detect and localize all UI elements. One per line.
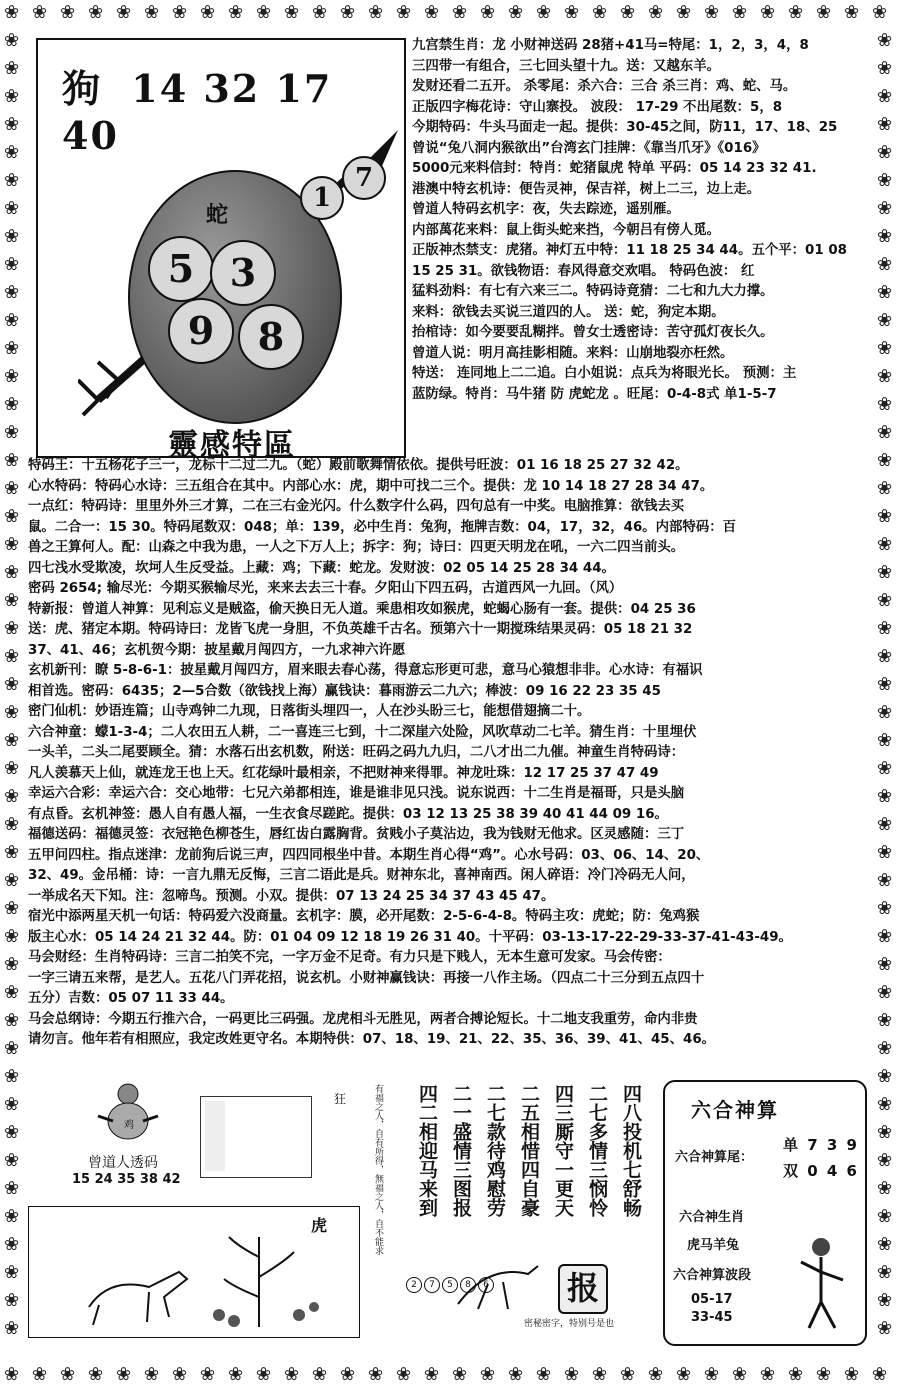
- border-flower: ❀: [312, 2, 328, 23]
- main-text-line: 四七浅水受欺凌，坎坷人生反受益。上藏：鸡；下藏：蛇龙。发财波：02 05 14 25 28 34 44。: [28, 560, 615, 576]
- border-flower: ❀: [4, 1066, 20, 1087]
- border-flower: ❀: [564, 1364, 580, 1385]
- border-flower: ❀: [4, 198, 20, 219]
- small-number-ball: 7: [424, 1277, 440, 1293]
- right-text: [412, 36, 872, 405]
- border-flower: ❀: [877, 926, 893, 947]
- main-text-line: 密码 2654; 输尽光：今期买猴输尽光，来来去去三十春。夕阳山下四五码，古道西风一九回。（风）: [28, 581, 623, 596]
- border-flower: ❀: [508, 1364, 524, 1385]
- small-number-ball: 2: [406, 1277, 422, 1293]
- border-flower: ❀: [32, 1364, 48, 1385]
- border-flower: ❀: [4, 730, 20, 751]
- right-text-line: 15 25 31。欲钱物语：春风得意交欢唱。 特码色波： 红: [412, 263, 755, 279]
- right-text-line: 发财还看二五开。 杀零尾：杀六合：三合 杀三肖：鸡、蛇、马。: [412, 79, 797, 94]
- border-flower: ❀: [88, 1364, 104, 1385]
- right-text-line: 港澳中特玄机诗：便告灵神，保吉祥，树上二三，边上走。: [412, 181, 761, 197]
- page: [28, 28, 871, 1358]
- border-flower: ❀: [788, 2, 804, 23]
- border-flower: ❀: [760, 1364, 776, 1385]
- border-flower: ❀: [480, 1364, 496, 1385]
- bao-note: 密秘密字，特别号是也: [524, 1319, 615, 1329]
- border-flower: ❀: [116, 1364, 132, 1385]
- box-animal: 狗: [62, 66, 103, 111]
- right-text-line: 内部萬花来料：鼠上街头蛇来挡，今朝吕有傍人觅。: [412, 222, 720, 238]
- tiger-label: 虎: [311, 1216, 328, 1235]
- small-number-ball: 5: [442, 1277, 458, 1293]
- border-flower: ❀: [4, 814, 20, 835]
- border-flower: ❀: [4, 1318, 20, 1339]
- main-text-line: 玄机新刊：瞭 5-8-6-1：披星戴月闯四方，眉来眼去春心荡，得意忘形更可悲，意马心猿想非非。心水诗：有福识: [28, 663, 703, 678]
- border-flower: ❀: [877, 450, 893, 471]
- border-flower: ❀: [704, 2, 720, 23]
- liuhe-title: 六合神算: [691, 1098, 779, 1122]
- border-flower: ❀: [4, 506, 20, 527]
- border-flower: ❀: [4, 954, 20, 975]
- main-text-line: 一举成名天下知。注：忽啼鸟。预测。小双。提供：07 13 24 25 34 37 43 45 47。: [28, 888, 555, 904]
- border-flower: ❀: [877, 142, 893, 163]
- border-flower: ❀: [172, 2, 188, 23]
- border-flower: ❀: [4, 2, 20, 23]
- bottom-area: [28, 1076, 872, 1346]
- right-text-line: 三四带一有组合，三七回头望十九。送：又越东羊。: [412, 58, 720, 74]
- border-flower: ❀: [256, 1364, 272, 1385]
- border-flower: ❀: [536, 1364, 552, 1385]
- box-title: 靈感特區: [168, 428, 296, 463]
- border-flower: ❀: [4, 1150, 20, 1171]
- border-flower: ❀: [877, 590, 893, 611]
- border-flower: ❀: [4, 590, 20, 611]
- small-number-ball: 6: [478, 1277, 494, 1293]
- zeng-picture: [28, 1076, 358, 1206]
- border-flower: ❀: [4, 114, 20, 135]
- border-flower: ❀: [424, 1364, 440, 1385]
- border-flower: ❀: [844, 2, 860, 23]
- border-flower: ❀: [4, 758, 20, 779]
- border-flower: ❀: [877, 310, 893, 331]
- inspiration-box: [36, 38, 406, 463]
- liuhe-wave-1: 05-17: [691, 1292, 733, 1307]
- border-flower: ❀: [877, 422, 893, 443]
- border-flower: ❀: [368, 1364, 384, 1385]
- zeng-caption: 曾道人透码: [88, 1155, 158, 1171]
- border-flower: ❀: [877, 618, 893, 639]
- border-flower: ❀: [396, 1364, 412, 1385]
- main-text-line: 请勿言。他年若有相照应，我定改姓更守名。本期特供：07、18、19、21、22、35、36、39、41、45、46。: [28, 1032, 716, 1047]
- snake-label: 蛇: [206, 203, 229, 228]
- border-flower: ❀: [877, 562, 893, 583]
- small-number-ball: 8: [460, 1277, 476, 1293]
- main-text-line: 五分）吉数：05 07 11 33 44。: [28, 991, 234, 1006]
- border-flower: ❀: [877, 1010, 893, 1031]
- border-flower: ❀: [4, 1122, 20, 1143]
- main-text-line: 宿光中添两星天机一句话：特码爱六没商量。玄机字：膜，必开尾数：2-5-6-4-8。特码主攻：虎蛇；防：兔鸡猴: [28, 909, 700, 924]
- border-flower: ❀: [877, 254, 893, 275]
- border-flower: ❀: [872, 2, 888, 23]
- main-text-line: 一点红：特码诗：里里外外三才算，二在三右金光闪。什么数字什么码，四句总有一中奖。电脑推算：欲钱去买: [28, 499, 685, 514]
- border-flower: ❀: [877, 842, 893, 863]
- border-flower: ❀: [877, 786, 893, 807]
- border-flower: ❀: [877, 198, 893, 219]
- border-flower: ❀: [4, 338, 20, 359]
- liuhe-zodiac-label: 六合神生肖: [679, 1210, 745, 1225]
- border-flower: ❀: [877, 114, 893, 135]
- poem-column: 四二相迎马来到: [416, 1084, 438, 1217]
- border-flower: ❀: [877, 730, 893, 751]
- border-flower: ❀: [877, 366, 893, 387]
- box-numbers: 14 32 17 40: [62, 66, 333, 158]
- border-flower: ❀: [116, 2, 132, 23]
- border-flower: ❀: [452, 2, 468, 23]
- border-flower: ❀: [760, 2, 776, 23]
- border-flower: ❀: [877, 226, 893, 247]
- border-flower: ❀: [228, 1364, 244, 1385]
- border-flower: ❀: [4, 1262, 20, 1283]
- border-flower: ❀: [592, 1364, 608, 1385]
- border-flower: ❀: [144, 1364, 160, 1385]
- main-text-line: 相首选。密码：6435；2—5合数（欲钱找上海）赢钱诀：暮雨游云二九六；棒波：09 16 22 23 35 45: [28, 683, 661, 699]
- main-text-line: 心水特码：特码心水诗：三五组合在其中。内部心水：虎，期中可找二三个。提供：龙 10 14 18 27 28 34 47。: [28, 478, 714, 494]
- border-flower: ❀: [877, 170, 893, 191]
- liuhe-tail-label: 六合神算尾：: [675, 1150, 754, 1165]
- border-flower: ❀: [620, 1364, 636, 1385]
- main-text-line: 特码王：十五杨花子三一，龙标十二过二九。（蛇）殿前歌舞情依依。提供号旺波：01 16 18 25 27 32 42。: [28, 458, 689, 473]
- main-text-line: 特新报：曾道人神算：见利忘义是贼盗，偷天换日无人道。乘患相攻如猴虎，蛇蝎心肠有一套。提供：04 25 36: [28, 601, 696, 617]
- poem-column: 四八投机七舒畅: [620, 1084, 642, 1217]
- main-text-line: 凡人羡慕天上仙，就连龙王也上天。红花绿叶最相亲，不把财神来得罪。神龙吐珠：12 17 25 37 47 49: [28, 765, 659, 781]
- right-text-line: 5000元来料信封：特肖：蛇猪鼠虎 特单 平码：05 14 23 32 41.: [412, 161, 817, 176]
- border-flower: ❀: [877, 282, 893, 303]
- border-flower: ❀: [676, 2, 692, 23]
- border-flower: ❀: [4, 786, 20, 807]
- border-flower: ❀: [877, 1038, 893, 1059]
- border-flower: ❀: [4, 30, 20, 51]
- border-flower: ❀: [877, 646, 893, 667]
- liuhe-wave-2: 33-45: [691, 1310, 733, 1325]
- border-flower: ❀: [877, 86, 893, 107]
- poem-columns: [413, 1084, 653, 1254]
- border-flower: ❀: [4, 982, 20, 1003]
- border-flower: ❀: [200, 2, 216, 23]
- border-flower: ❀: [732, 2, 748, 23]
- border-flower: ❀: [816, 2, 832, 23]
- border-flower: ❀: [877, 954, 893, 975]
- border-flower: ❀: [4, 1234, 20, 1255]
- border-flower: ❀: [4, 366, 20, 387]
- bao-badge: 报: [558, 1264, 608, 1314]
- border-flower: ❀: [4, 478, 20, 499]
- chicken-label: 鸡: [124, 1120, 134, 1131]
- border-flower: ❀: [4, 86, 20, 107]
- border-flower: ❀: [4, 842, 20, 863]
- border-flower: ❀: [877, 1318, 893, 1339]
- ball-6: 7: [342, 156, 386, 200]
- border-flower: ❀: [788, 1364, 804, 1385]
- border-flower: ❀: [452, 1364, 468, 1385]
- border-flower: ❀: [816, 1364, 832, 1385]
- main-text-line: 鼠。二合一：15 30。特码尾数双：048；单：139，必中生肖：兔狗，拖牌吉数：04，17，32，46。内部特码：百: [28, 519, 736, 535]
- border-flower: ❀: [4, 562, 20, 583]
- border-flower: ❀: [877, 1150, 893, 1171]
- border-flower: ❀: [4, 1010, 20, 1031]
- border-flower: ❀: [60, 1364, 76, 1385]
- border-flower: ❀: [877, 814, 893, 835]
- main-text-line: 福德送码：福德灵签：衣冠艳色柳苍生，唇红齿白露胸背。贫贱小子莫沾边，我为钱财无他求。区灵感随：三丁: [28, 827, 685, 842]
- right-text-line: 今期特码：牛头马面走一起。提供：30-45之间，防11，17、18、25: [412, 120, 838, 135]
- border-flower: ❀: [284, 2, 300, 23]
- border-flower: ❀: [312, 1364, 328, 1385]
- border-flower: ❀: [4, 898, 20, 919]
- right-text-line: 猛料劲料：有七有六来三二。特码诗竟猜：二七和九大力撑。: [412, 284, 774, 299]
- border-flower: ❀: [676, 1364, 692, 1385]
- side-note: 有福之人，自有所得，無福之人，自不能求: [373, 1084, 383, 1255]
- main-text-line: 送：虎、猪定本期。特码诗曰：龙皆飞虎一身胆，不负英雄千古名。预第六十一期搅珠结果灵码：05 18 21 32: [28, 622, 693, 637]
- right-text-line: 蓝防绿。特肖：马牛猪 防 虎蛇龙 。旺尾：0-4-8式 单1-5-7: [412, 386, 777, 402]
- main-text-line: 一字三请五来帮，是艺人。五花八门弄花招，说玄机。小财神赢钱诀：再接一八作主场。（四点二十三分到五点四十: [28, 970, 705, 986]
- border-flower: ❀: [877, 870, 893, 891]
- border-flower: ❀: [508, 2, 524, 23]
- liuhe-dan: 单 7 3 9: [783, 1136, 859, 1154]
- right-text-line: 曾说“兔八洞内猴欲出”台湾玄门挂牌：《靠当爪牙》《016》: [412, 140, 766, 156]
- liuhe-shuang: 双 0 4 6: [783, 1162, 859, 1180]
- poem-column: 二七多情三悯怜: [586, 1084, 608, 1217]
- border-flower: ❀: [4, 1206, 20, 1227]
- tiger-picture: [28, 1206, 360, 1338]
- right-text-line: 抬棺诗：如今要要乱糊拌。曾女士透密诗：苦守孤灯夜长久。: [412, 325, 774, 340]
- border-flower: ❀: [4, 142, 20, 163]
- border-flower: ❀: [368, 2, 384, 23]
- poem-column: 二一盛情三图报: [450, 1084, 472, 1217]
- border-flower: ❀: [4, 170, 20, 191]
- right-text-line: 来料：欲钱去买说三道四的人。 送：蛇，狗定本期。: [412, 304, 725, 320]
- main-text-line: 密门仙机：妙语连篇；山寺鸡钟二九现，日落街头埋四一，人在沙头盼三七，能想借翅摘二十。: [28, 704, 591, 719]
- crane-icon: [448, 1254, 548, 1314]
- border-flower: ❀: [877, 1094, 893, 1115]
- border-flower: ❀: [877, 506, 893, 527]
- ball-4: 8: [238, 304, 304, 370]
- main-text-line: 版主心水：05 14 24 21 32 44。防：01 04 09 12 18 19 26 31 40。十平码：03-13-17-22-29-33-37-41-43-49。: [28, 929, 792, 945]
- border-flower: ❀: [877, 534, 893, 555]
- border-flower: ❀: [4, 674, 20, 695]
- border-flower: ❀: [4, 254, 20, 275]
- border-flower: ❀: [284, 1364, 300, 1385]
- border-flower: ❀: [172, 1364, 188, 1385]
- dog-plant-icon: [69, 1217, 349, 1332]
- border-flower: ❀: [4, 534, 20, 555]
- mad-label: 狂: [334, 1092, 347, 1106]
- border-flower: ❀: [480, 2, 496, 23]
- border-flower: ❀: [648, 2, 664, 23]
- main-text-line: 一头羊，二头二尾要顾全。猜：水落石出玄机数，附送：旺码之码九九归，二八才出二九催。神童生肖特码诗：: [28, 745, 685, 760]
- border-flower: ❀: [256, 2, 272, 23]
- border-flower: ❀: [4, 226, 20, 247]
- main-text-line: 32、49。金吊桶：诗：一言九鼎无反悔，三言二语此是兵。财神东北，喜神南西。闲人碎语：冷门冷码无人问，: [28, 868, 695, 883]
- mini-table: [200, 1096, 312, 1178]
- liuhe-wave-label: 六合神算波段: [673, 1268, 752, 1283]
- main-text-line: 马会总纲诗：今期五行推六合，一码更比三码强。龙虎相斗无胜见，两者合搏论短长。十二地支我重劳，命内非贵: [28, 1011, 698, 1027]
- border-flower: ❀: [4, 926, 20, 947]
- border-flower: ❀: [144, 2, 160, 23]
- border-flower: ❀: [877, 1206, 893, 1227]
- border-flower: ❀: [4, 618, 20, 639]
- border-flower: ❀: [877, 1234, 893, 1255]
- ball-5: 1: [300, 176, 344, 220]
- border-flower: ❀: [648, 1364, 664, 1385]
- ball-2: 3: [210, 240, 276, 306]
- border-flower: ❀: [877, 1262, 893, 1283]
- main-text-line: 37、41、46；玄机贺今期：披星戴月闯四方，一九求神六许愿: [28, 642, 406, 658]
- border-flower: ❀: [4, 870, 20, 891]
- border-flower: ❀: [396, 2, 412, 23]
- border-flower: ❀: [620, 2, 636, 23]
- poem-column: 二七款待鸡慰劳: [484, 1084, 506, 1217]
- border-flower: ❀: [228, 2, 244, 23]
- border-flower: ❀: [877, 394, 893, 415]
- border-flower: ❀: [424, 2, 440, 23]
- border-flower: ❀: [877, 1122, 893, 1143]
- main-text-line: 幸运六合彩：幸运六合：交心地带：七兄六弟都相连，谁是谁非见只浅。说东说西：十二生肖是福哥，只是头脑: [28, 786, 685, 801]
- border-flower: ❀: [877, 702, 893, 723]
- ball-1: 5: [148, 236, 214, 302]
- border-flower: ❀: [877, 982, 893, 1003]
- border-flower: ❀: [592, 2, 608, 23]
- border-flower: ❀: [877, 898, 893, 919]
- border-flower: ❀: [4, 310, 20, 331]
- poem-column: 二五相惜四自豪: [518, 1084, 540, 1217]
- border-flower: ❀: [4, 58, 20, 79]
- border-flower: ❀: [60, 2, 76, 23]
- right-text-line: 曾道人特码玄机字：夜，失去踪迹，遥别雁。: [412, 202, 680, 217]
- border-flower: ❀: [4, 1178, 20, 1199]
- border-flower: ❀: [564, 2, 580, 23]
- man-figure-icon: [791, 1232, 851, 1332]
- ball-3: 9: [168, 298, 234, 364]
- border-flower: ❀: [4, 1038, 20, 1059]
- right-text-line: 九宫禁生肖：龙 小财神送码 28猪+41马=特尾：1，2，3，4，8: [412, 38, 809, 53]
- border-flower: ❀: [340, 1364, 356, 1385]
- border-flower: ❀: [877, 1066, 893, 1087]
- border-flower: ❀: [4, 450, 20, 471]
- main-text-line: 马会财经：生肖特码诗：三言二拍笑不完，一字万金不足奇。有力只是下贱人，无本生意可发家。马会传密：: [28, 950, 671, 965]
- border-flower: ❀: [844, 1364, 860, 1385]
- border-flower: ❀: [872, 1364, 888, 1385]
- zeng-numbers: 15 24 35 38 42: [72, 1172, 181, 1187]
- border-flower: ❀: [4, 1094, 20, 1115]
- main-text: [28, 456, 872, 1051]
- border-flower: ❀: [88, 2, 104, 23]
- liuhe-box: [663, 1080, 867, 1346]
- border-flower: ❀: [877, 674, 893, 695]
- border-flower: ❀: [4, 394, 20, 415]
- border-flower: ❀: [877, 30, 893, 51]
- main-text-line: 兽之王算何人。配：山森之中我为患，一人之下万人上；拆字：狗；诗曰：四更天明龙在吼，一六二四当前头。: [28, 540, 685, 555]
- border-flower: ❀: [4, 422, 20, 443]
- border-flower: ❀: [877, 758, 893, 779]
- border-flower: ❀: [4, 282, 20, 303]
- main-text-line: 五甲问四柱。指点迷津：龙前狗后说三声，四四同根坐中昔。本期生肖心得“鸡”。心水号码：03、06、14、20、: [28, 847, 710, 863]
- liuhe-zodiac: 虎马羊兔: [687, 1238, 740, 1253]
- border-flower: ❀: [877, 1290, 893, 1311]
- border-flower: ❀: [877, 478, 893, 499]
- main-text-line: 有点昏。玄机神签：愚人自有愚人福，一生衣食尽蹉跎。提供：03 12 13 25 38 39 40 41 44 09 16。: [28, 806, 668, 822]
- border-flower: ❀: [877, 338, 893, 359]
- border-flower: ❀: [4, 702, 20, 723]
- right-text-line: 特送： 连同地上二二追。白小姐说：点兵为将眼光长。 预测：主: [412, 366, 797, 381]
- border-flower: ❀: [340, 2, 356, 23]
- border-flower: ❀: [877, 1178, 893, 1199]
- poem-column: 四三厮守一更天: [552, 1084, 574, 1217]
- right-text-line: 正版四字梅花诗：守山寨投。 波段： 17-29 不出尾数：5，8: [412, 99, 783, 115]
- border-flower: ❀: [4, 1290, 20, 1311]
- border-flower: ❀: [732, 1364, 748, 1385]
- right-text-line: 曾道人说：明月高挂影相随。来料：山崩地裂亦枉然。: [412, 345, 734, 361]
- border-flower: ❀: [704, 1364, 720, 1385]
- border-flower: ❀: [4, 646, 20, 667]
- main-text-line: 六合神童：蠓1-3-4；二人农田五人耕，二一喜连三七到，十二深崖六处险，风吹草动二七羊。猜生肖：十里埋伏: [28, 724, 697, 740]
- border-flower: ❀: [32, 2, 48, 23]
- right-text-line: 正版神杰禁支：虎猪。神灯五中特：11 18 25 34 44。五个平：01 08: [412, 243, 847, 258]
- border-flower: ❀: [4, 1364, 20, 1385]
- border-flower: ❀: [200, 1364, 216, 1385]
- gourd-icon: [88, 1076, 168, 1146]
- border-flower: ❀: [877, 58, 893, 79]
- border-flower: ❀: [536, 2, 552, 23]
